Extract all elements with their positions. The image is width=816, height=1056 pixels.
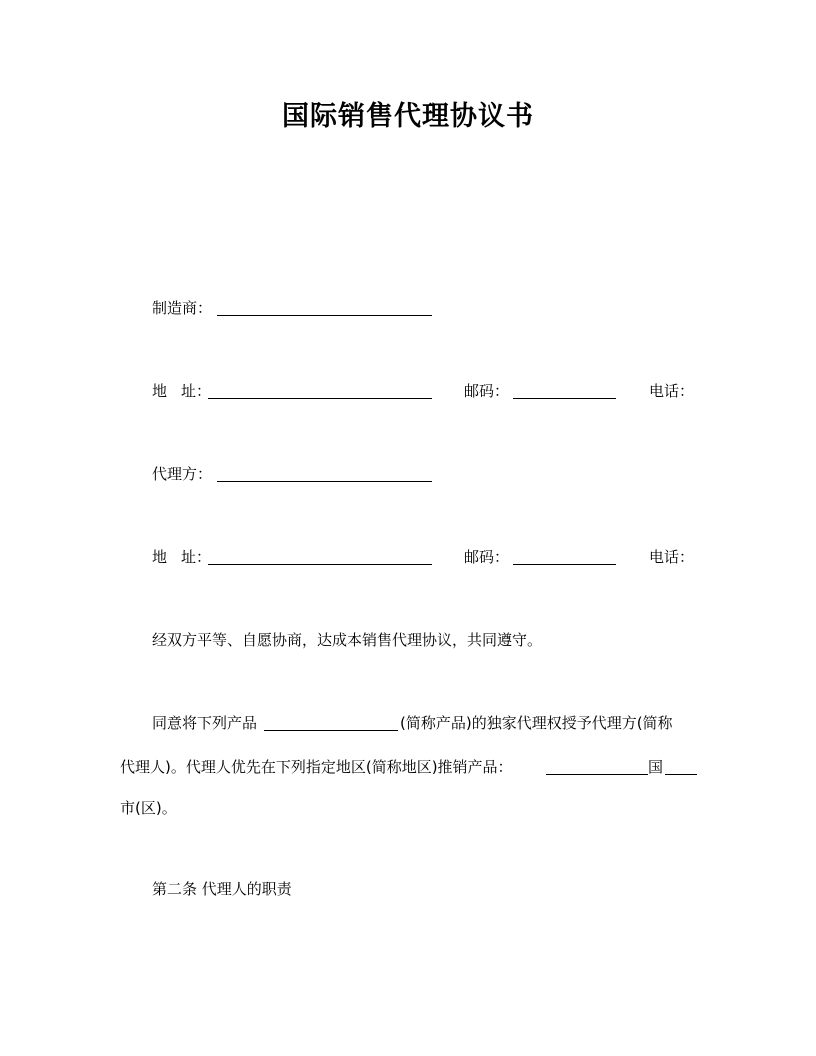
city-blank[interactable] [665, 774, 697, 775]
country-suffix: 国 [648, 758, 664, 776]
address-label-char1: 地 [152, 382, 168, 400]
agent-address-blank[interactable] [208, 564, 432, 565]
agent-label: 代理方： [152, 465, 213, 483]
document-title: 国际销售代理协议书 [282, 101, 534, 132]
agent-blank[interactable] [217, 481, 432, 482]
manufacturer-address-blank[interactable] [208, 398, 432, 399]
country-blank[interactable] [546, 774, 648, 775]
agent-postcode-label: 邮码： [464, 548, 510, 566]
manufacturer-blank[interactable] [217, 315, 432, 316]
manufacturer-label: 制造商： [152, 299, 213, 317]
manufacturer-postcode-blank[interactable] [513, 398, 616, 399]
agent-postcode-blank[interactable] [513, 564, 616, 565]
para1-line2-text: 代理人)。代理人优先在下列指定地区(简称地区)推销产品： [120, 758, 513, 776]
address-label-char1: 地 [152, 548, 168, 566]
manufacturer-postcode-label: 邮码： [464, 382, 510, 400]
agent-address-label [152, 545, 211, 569]
preamble-text: 经双方平等、自愿协商，达成本销售代理协议，共同遵守。 [152, 631, 543, 649]
article2-heading: 第二条 代理人的职责 [152, 880, 292, 898]
para1-line3-text: 市(区)。 [120, 799, 177, 817]
para1-text-start: 同意将下列产品 [152, 714, 258, 732]
address-label-char2: 址： [181, 382, 212, 400]
address-label-char2: 址： [181, 548, 212, 566]
agent-phone-label: 电话： [649, 548, 695, 566]
para1-text-end: (简称产品)的独家代理权授予代理方(简称 [400, 714, 673, 732]
product-blank[interactable] [264, 730, 398, 731]
manufacturer-phone-label: 电话： [649, 382, 695, 400]
manufacturer-address-label [152, 379, 211, 403]
